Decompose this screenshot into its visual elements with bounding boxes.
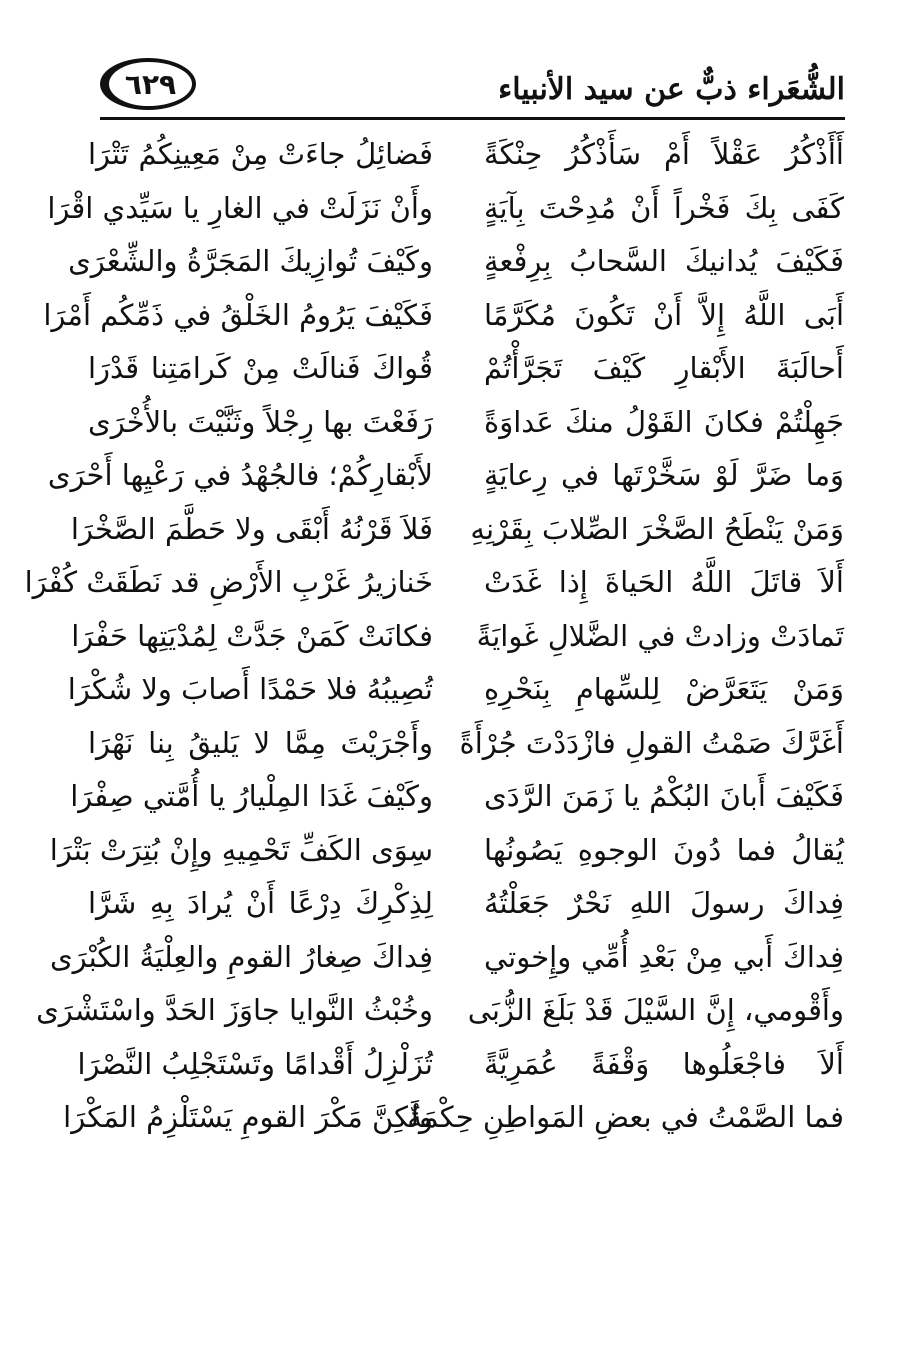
poem-column-left (24, 128, 433, 1145)
verse-second-hemistich: لأَبْقارِكُمْ؛ فالجُهْدُ في رَعْيِها أَحْرَى (47, 458, 433, 492)
verse-second-hemistich: فَكَيْفَ يَرُومُ الخَلْقُ في ذَمِّكُم أَمْرَا (43, 297, 433, 332)
verse-first-hemistich: فَكَيْفَ أَبانَ البُكْمُ يا زَمَنَ الرَّدَى (484, 779, 844, 813)
verse-first-hemistich: أَبَى اللَّهُ إِلاَّ أَنْ تَكُونَ مُكَرَّمًا (484, 297, 844, 332)
verse-first-hemistich: فِداكَ أَبي مِنْ بَعْدِ أُمِّي وإِخوتي (484, 939, 844, 974)
verse-first-hemistich: فِداكَ رسولَ اللهِ نَحْرٌ جَعَلْتُهُ (484, 886, 844, 920)
verse-first-hemistich: أَلاَ فاجْعَلُوها وَقْفَةً عُمَرِيَّةً (484, 1046, 844, 1081)
page-header (100, 58, 845, 118)
verse-second-hemistich: قُواكَ فَنالَتْ مِنْ كَرامَتِنا قَدْرَا (88, 351, 433, 385)
verse-second-hemistich: تُصِيبُهُ فلا حَمْدًا أَصابَ ولا شُكْرَا (67, 672, 433, 706)
verse-second-hemistich: ولَكِنَّ مَكْرَ القومِ يَسْتَلْزِمُ المَكْرَا (63, 1100, 433, 1134)
verse-first-hemistich: وَمَنْ يَتَعَرَّضْ لِلسِّهامِ بِنَحْرِهِ (484, 672, 844, 706)
verse-first-hemistich: كَفَى بِكَ فَخْراً أَنْ مُدِحْتَ بِآيَةٍ (484, 190, 844, 225)
verse-second-hemistich: وكَيْفَ غَدَا المِلْيارُ يا أُمَّتي صِفْرَا (70, 779, 433, 813)
verse-second-hemistich: لِذِكْرِكَ دِرْعًا أَنْ يُرادَ بِهِ شَرَّا (88, 886, 433, 920)
verse-first-hemistich: أَغَرَّكَ صَمْتُ القولِ فازْدَدْتَ جُرْأَةً (459, 725, 844, 760)
verse-second-hemistich: وأَنْ نَزَلَتْ في الغارِ يا سَيِّدي اقْرَا (47, 190, 433, 225)
verse-second-hemistich: وكَيْفَ تُوازِيكَ المَجَرَّةُ والشِّعْرَى (68, 244, 433, 278)
verse-first-hemistich: أَأَذْكُرُ عَقْلاً أَمْ سَأَذْكُرُ حِنْكَةً (484, 137, 844, 171)
poem-column-right (407, 128, 844, 1145)
verse-first-hemistich: وَما ضَرَّ لَوْ سَخَّرْتَها في رِعايَةٍ (484, 458, 844, 492)
verse-first-hemistich: جَهِلْتُمْ فكانَ القَوْلُ منكَ عَداوَةً (484, 404, 844, 439)
verse-second-hemistich: رَفَعْتَ بها رِجْلاً وثَنَّيْتَ بالأُخْرَى (88, 404, 433, 439)
verse-second-hemistich: فَلاَ قَرْنُهُ أَبْقَى ولا حَطَّمَ الصَّخْرَا (70, 511, 433, 546)
header-rule (100, 117, 845, 120)
page-number-badge (100, 58, 196, 110)
verse-first-hemistich: وَمَنْ يَنْطَحُ الصَّخْرَ الصِّلابَ بِقَرْنِهِ (470, 511, 844, 546)
verse-second-hemistich: وأَجْرَيْتَ مِمَّا لا يَليقُ بِنا نَهْرَا (88, 725, 433, 760)
verse-second-hemistich: فَضائِلُ جاءَتْ مِنْ مَعِينِكُمُ تَتْرَا (88, 137, 433, 171)
verse-second-hemistich: خَنازيرُ غَرْبِ الأَرْضِ قد نَطَقَتْ كُفْرَا (24, 565, 433, 599)
verse-second-hemistich: فكانَتْ كَمَنْ جَدَّتْ لِمُدْيَتِها حَفْرَا (71, 618, 433, 653)
verse-second-hemistich: سِوَى الكَفِّ تَحْمِيهِ وإِنْ بُتِرَتْ بَتْرَا (49, 832, 433, 867)
verse-first-hemistich: يُقالُ فما دُونَ الوجوهِ يَصُونُها (484, 832, 844, 867)
verse-second-hemistich: وخُبْثُ النَّوايا جاوَزَ الحَدَّ واسْتَشْرَى (36, 993, 433, 1027)
running-title: الشُّعَراء ذبٌّ عن سيد الأنبياء (498, 72, 845, 107)
page-number: ٦٢٩ (124, 67, 177, 101)
verse-first-hemistich: أَلاَ قاتَلَ اللَّهُ الحَياةَ إِذا غَدَتْ (484, 565, 844, 599)
verse-first-hemistich: أَحالَبَةَ الأَبْقارِ كَيْفَ تَجَرَّأْتُمْ (484, 351, 844, 385)
verse-second-hemistich: فِداكَ صِغارُ القومِ والعِلْيَةُ الكُبْرَى (49, 939, 433, 974)
verse-first-hemistich: فَكَيْفَ يُدانيكَ السَّحابُ بِرِفْعةٍ (484, 244, 844, 278)
verse-first-hemistich: فما الصَّمْتُ في بعضِ المَواطِنِ حِكْمَةٌ (407, 1100, 844, 1134)
verse-first-hemistich: وأَقْومي، إِنَّ السَّيْلَ قَدْ بَلَغَ الزُّبَى (467, 993, 844, 1027)
verse-second-hemistich: تُزَلْزِلُ أَقْدامًا وتَسْتَجْلِبُ النَّصْرَا (77, 1046, 433, 1081)
verse-first-hemistich: تَمادَتْ وزادتْ في الضَّلالِ غَوايَةً (476, 618, 844, 653)
